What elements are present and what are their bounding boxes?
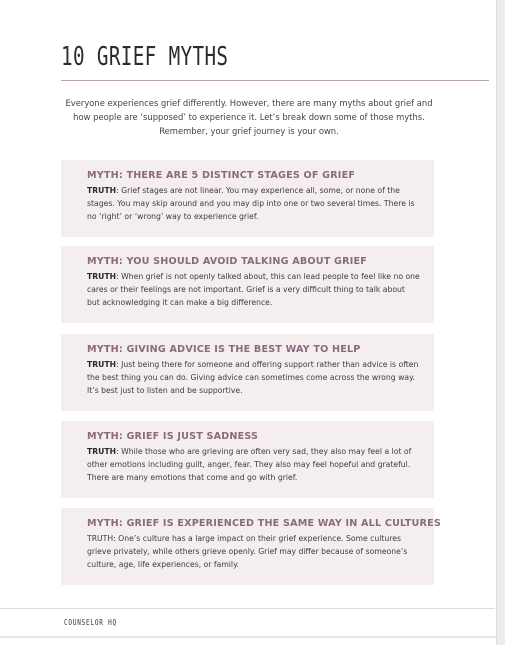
intro-paragraph: Everyone experiences grief differently. However, there are many myths about grief and how people are ‘supposed’ to experience it. Let’s break down some of those myths. Remember, your grief journey is your own. bbox=[65, 98, 433, 136]
myth-card bbox=[61, 421, 434, 498]
truth-text bbox=[87, 358, 420, 397]
page-edge bbox=[496, 0, 505, 645]
myth-card bbox=[61, 246, 434, 323]
myth-heading: MYTH: YOU SHOULD AVOID TALKING ABOUT GRIEF bbox=[87, 256, 367, 267]
myth-heading: MYTH: GRIEF IS EXPERIENCED THE SAME WAY IN ALL CULTURES bbox=[87, 518, 441, 529]
footer-brand: COUNSELOR HQ bbox=[64, 618, 117, 627]
page-bottom-edge bbox=[0, 636, 497, 638]
truth-body: : Just being there for someone and offering support rather than advice is often the best thing you can do. Giving advice can sometimes come across the wrong way. It’s best just to listen and be supportive. bbox=[87, 360, 419, 395]
truth-label: TRUTH bbox=[87, 360, 117, 369]
truth-body: : When grief is not openly talked about, this can lead people to feel like no one cares or their feelings are not important. Grief is a very difficult thing to talk about but acknowledging it can make a big difference. bbox=[87, 272, 420, 307]
page-title: 10 GRIEF MYTHS bbox=[61, 42, 229, 72]
truth-text bbox=[87, 270, 420, 309]
myth-heading: MYTH: GRIEF IS JUST SADNESS bbox=[87, 431, 259, 442]
truth-body: TRUTH: One’s culture has a large impact on their grief experience. Some cultures grieve privately, while others grieve openly. Grief may differ because of someone’s culture, age, life experiences, or family. bbox=[87, 534, 408, 569]
truth-label: TRUTH bbox=[87, 447, 117, 456]
truth-label: TRUTH bbox=[87, 186, 117, 195]
title-divider bbox=[61, 80, 489, 81]
footer-divider bbox=[0, 608, 495, 609]
truth-body: : Grief stages are not linear. You may experience all, some, or none of the stages. You may skip around and you may dip into one or two several times. There is no ‘right’ or ‘wrong’ way to experience grief. bbox=[87, 186, 415, 221]
truth-text bbox=[87, 445, 420, 484]
myth-heading: MYTH: THERE ARE 5 DISTINCT STAGES OF GRIEF bbox=[87, 170, 356, 181]
truth-text bbox=[87, 532, 420, 571]
myth-card bbox=[61, 508, 441, 585]
myth-heading: MYTH: GIVING ADVICE IS THE BEST WAY TO HELP bbox=[87, 344, 361, 355]
myth-card bbox=[61, 334, 434, 411]
truth-label: TRUTH bbox=[87, 272, 117, 281]
truth-text bbox=[87, 184, 420, 223]
myth-card bbox=[61, 160, 434, 237]
truth-body: : While those who are grieving are often very sad, they also may feel a lot of other emotions including guilt, anger, fear. They also may feel hopeful and grateful. There are many emotions that come and go with grief. bbox=[87, 447, 412, 482]
